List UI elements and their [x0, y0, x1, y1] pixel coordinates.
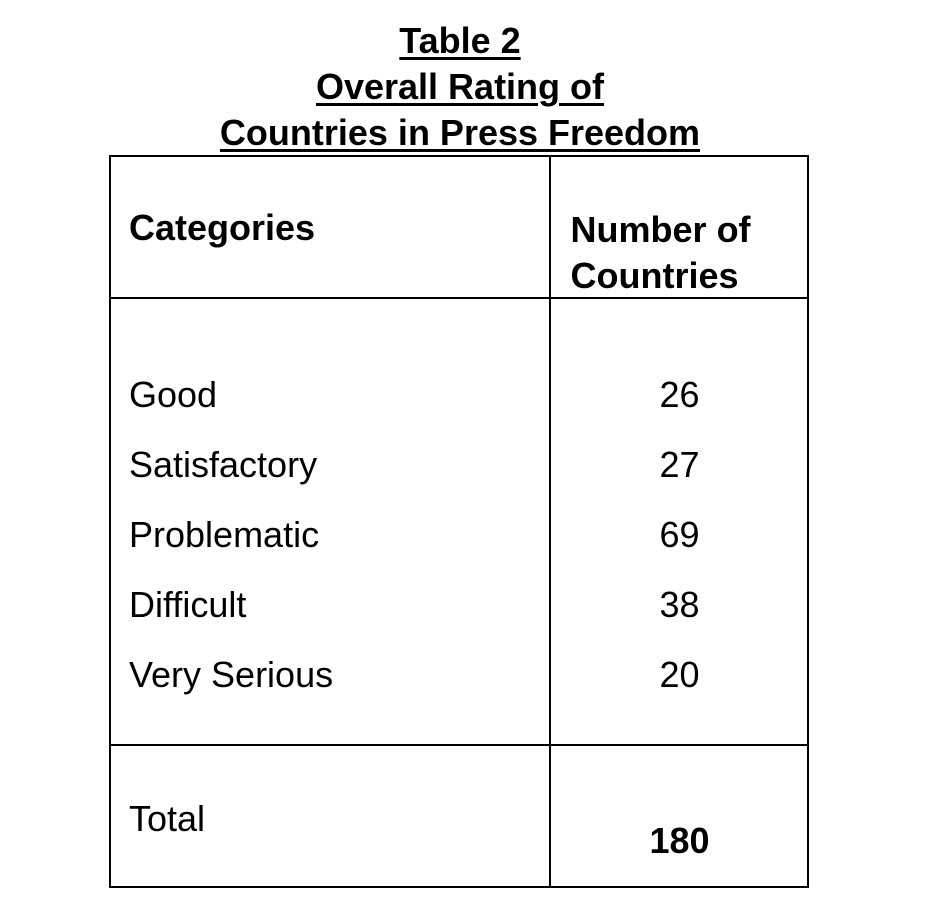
title-line-2: Overall Rating of: [315, 66, 605, 107]
category-problematic: Problematic: [129, 514, 320, 555]
table-title: [0, 18, 920, 156]
header-row: [110, 156, 808, 298]
total-label-cell: [110, 745, 550, 887]
count-problematic: 69: [659, 514, 700, 555]
total-value: 180: [649, 820, 710, 861]
press-freedom-table: [109, 155, 809, 888]
category-list: [110, 298, 550, 745]
title-line-3: Countries in Press Freedom: [219, 112, 701, 153]
total-label: Total: [129, 798, 206, 839]
category-satisfactory: Satisfactory: [129, 444, 318, 485]
count-satisfactory: 27: [659, 444, 700, 485]
count-good: 26: [659, 374, 700, 415]
title-line-1: Table 2: [399, 20, 521, 61]
count-list: [550, 298, 808, 745]
category-difficult: Difficult: [129, 584, 247, 625]
header-number-of-countries: Number of Countries: [550, 156, 808, 298]
total-row: [110, 745, 808, 887]
total-value-cell: [550, 745, 808, 887]
header-categories: Categories: [110, 156, 550, 298]
category-very-serious: Very Serious: [129, 654, 334, 695]
category-good: Good: [129, 374, 218, 415]
body-row: [110, 298, 808, 745]
count-difficult: 38: [659, 584, 700, 625]
count-very-serious: 20: [659, 654, 700, 695]
